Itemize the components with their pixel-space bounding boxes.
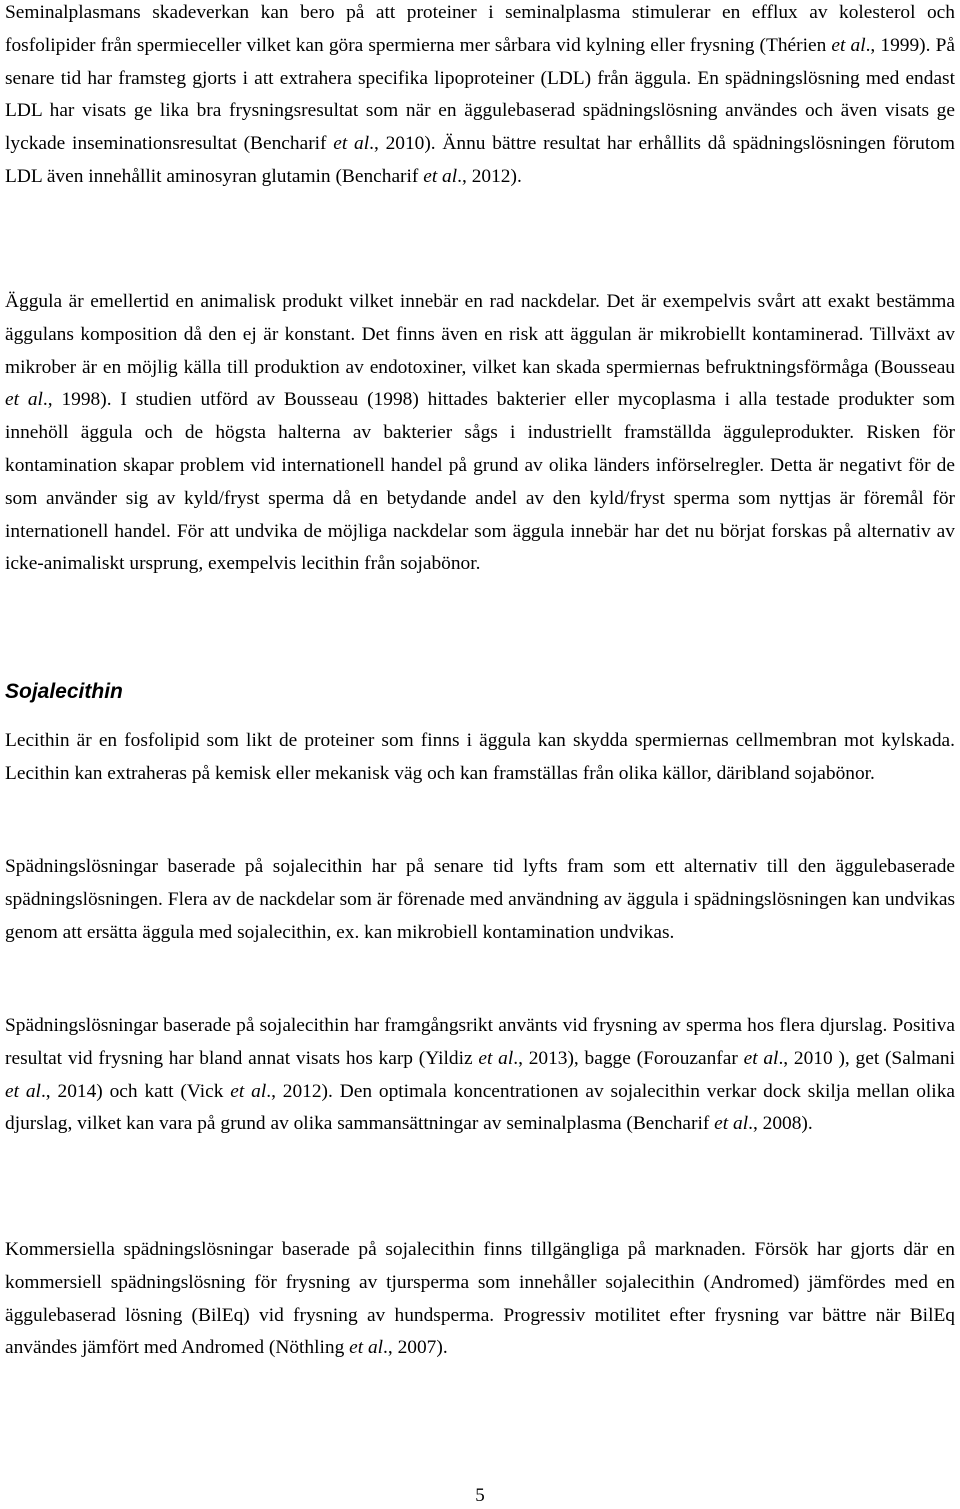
text-run: Seminalplasmans skadeverkan kan bero på att proteiner i seminalplasma stimulerar en efflux av kolesterol och fosfolipider från spermieceller vilket kan göra spermierna mer sårbara vid kylning eller frysning (Thérien (5, 2, 955, 56)
text-run: ., 2007). (383, 1337, 448, 1359)
section-heading: Sojalecithin (5, 680, 123, 703)
paragraph-seminal-plasma (5, 0, 955, 194)
text-run: ., 2008). (748, 1113, 813, 1135)
text-run: ., 2012). (457, 165, 522, 187)
page-number: 5 (475, 1485, 485, 1506)
text-run: ., 2012). Den optimala koncentrationen av sojalecithin verkar dock skilja mellan olika djurslag, vilket kan vara på grund av olika sammansättningar av seminalplasma (Bencharif (5, 1080, 956, 1135)
text-run: ., 2013), bagge (Forouzanfar (513, 1047, 744, 1069)
paragraph-species-results (5, 1010, 955, 1141)
citation-et-al: et al (333, 133, 370, 155)
text-run: ., 2014) och katt (Vick (40, 1080, 231, 1102)
paragraph-commercial-extenders (5, 1234, 955, 1365)
citation-et-al: et al (5, 1080, 41, 1102)
paragraph-soy-lecithin-alternative (5, 851, 955, 949)
text-run: ., 1998). I studien utförd av Bousseau (1998) hittades bakterier eller mycoplasma i alla testade produkter som innehöll äggula och de högsta halterna av bakterier sågs i industriellt framställda ägguleprodukter. Risken för kontamination skapar problem vid internationell handel på grund av olika länders införselregler. Detta är negativt för de som använder sig av kyld/fryst sperma då en betydande andel av den kyld/fryst sperma som nyttjas är föremål för internationell handel. För att undvika de möjliga nackdelar som äggula innebär har det nu börjat forskas på alternativ av icke-animaliskt ursprung, exempelvis lecithin från sojabönor. (5, 389, 955, 575)
text-run: Lecithin är en fosfolipid som likt de proteiner som finns i äggula kan skydda spermiernas cellmembran mot kylskada. Lecithin kan extraheras på kemisk eller mekanisk väg och kan framställas från olika källor, däribland sojabönor. (5, 730, 955, 784)
text-run: Kommersiella spädningslösningar baserade på sojalecithin finns tillgängliga på marknaden. Försök har gjorts där en kommersiell spädningslösning för frysning av tjursperma som innehåller sojalecithin (Andromed) jämfördes med en äggulebaserad lösning (BilEq) vid frysning av hundsperma. Progressiv motilitet efter frysning var bättre när BilEq användes jämfört med Andromed (Nöthling (5, 1239, 955, 1359)
citation-et-al: et al (714, 1113, 749, 1135)
citation-et-al: et al (831, 34, 866, 56)
text-run: Spädningslösningar baserade på sojalecithin har på senare tid lyfts fram som ett alternativ till den äggulebaserade spädningslösningen. Flera av de nackdelar som är förenade med användning av äggula i spädningslösningen kan undvikas genom att ersätta äggula med sojalecithin, ex. kan mikrobiell kontamination undvikas. (5, 856, 955, 943)
text-run: ., 1999). På senare tid har framsteg gjorts i att extrahera specifika lipoproteiner (LDL) från äggula. En spädningslösning med endast LDL har visats ge lika bra frysningsresultat som när en äggulebaserad spädningslösning användes och även visats ge lyckade inseminationsresultat (Bencharif (5, 34, 955, 155)
paragraph-lecithin-intro (5, 725, 955, 791)
citation-et-al: et al (743, 1047, 779, 1069)
citation-et-al: et al (423, 165, 458, 187)
text-run: Äggula är emellertid en animalisk produkt vilket innebär en rad nackdelar. Det är exempelvis svårt att exakt bestämma äggulans komposition då den ej är konstant. Det finns även en risk att äggulan är mikrobiellt kontaminerad. Tillväxt av mikrober är en möjlig källa till produktion av endotoxiner, vilket kan skada spermiernas befruktningsförmåga (Bousseau (5, 291, 955, 378)
text-run: ., 2010). Ännu bättre resultat har erhållits då spädningslösningen förutom LDL även innehållit aminosyran glutamin (Bencharif (5, 133, 955, 187)
citation-et-al: et al (5, 389, 43, 411)
paragraph-egg-yolk-drawbacks (5, 286, 955, 581)
text-run: ., 2010 ), get (Salmani (778, 1047, 955, 1069)
citation-et-al: et al (230, 1080, 267, 1102)
citation-et-al: et al (478, 1047, 514, 1069)
text-run: Spädningslösningar baserade på sojalecithin har framgångsrikt använts vid frysning av sperma hos flera djurslag. Positiva resultat vid frysning har bland annat visats hos karp (Yildiz (5, 1015, 955, 1069)
citation-et-al: et al (349, 1337, 384, 1359)
